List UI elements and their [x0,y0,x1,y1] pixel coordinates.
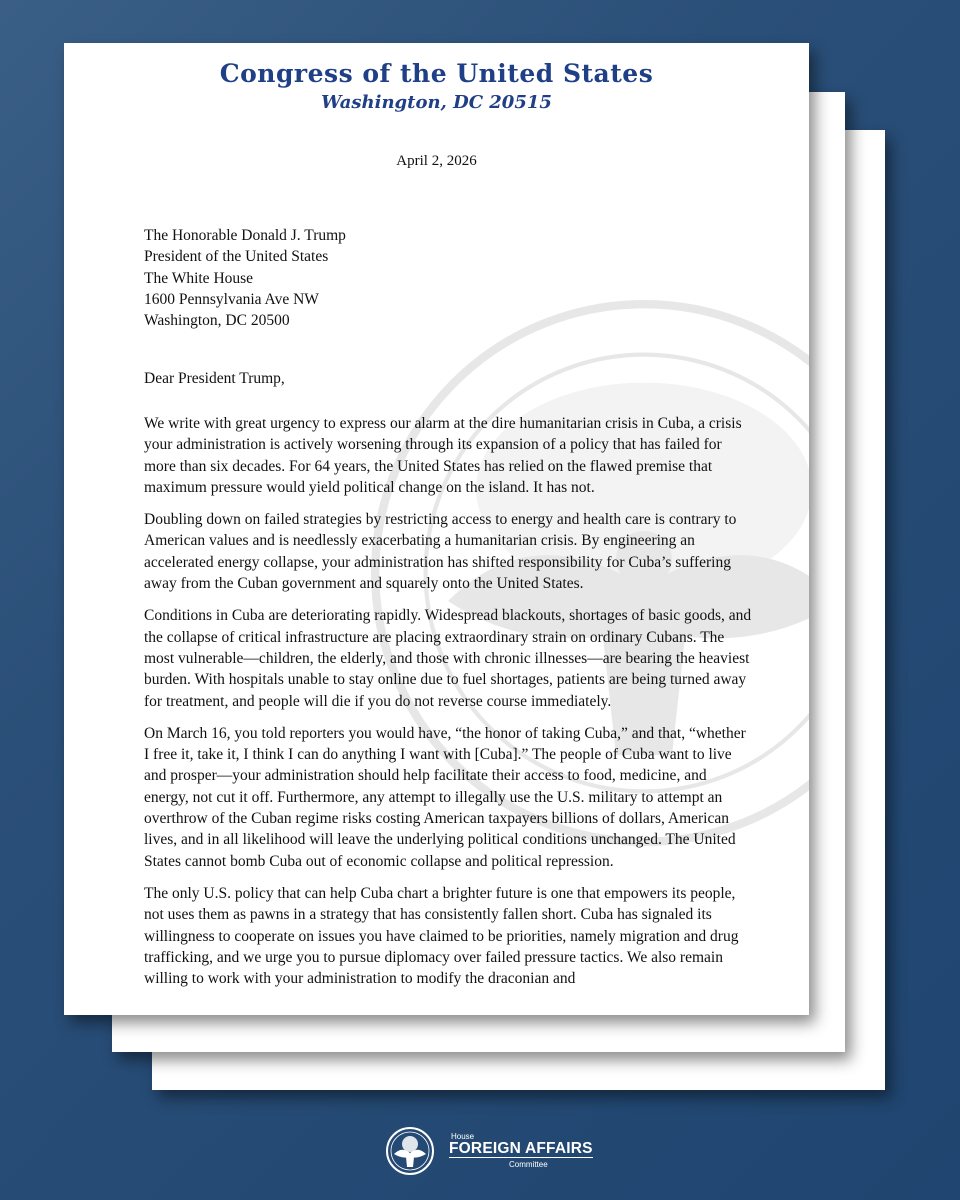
body-paragraph: Conditions in Cuba are deteriorating rapidly. Widespread blackouts, shortages of basic goods, and the collapse of critical infrastructure are placing extraordinary strain on ordinary Cubans. The most vulnerable—children, the elderly, and those with chronic illnesses—are bearing the heaviest burden. With hospitals unable to stay online due to fuel shortages, patients are being turned away for treatment, and people will die if you do not reverse course immediately. [144,607,752,710]
recipient-address [144,225,754,331]
salutation: Dear President Trump, [144,370,285,387]
letterhead-title: Congress of the United States [219,59,654,88]
address-line: The Honorable Donald J. Trump [144,227,346,244]
eagle-seal-icon [385,1126,435,1176]
address-line: 1600 Pennsylvania Ave NW [144,290,319,308]
address-line: President of the United States [144,248,329,266]
committee-logo [385,1126,593,1178]
org-house-label: House [451,1132,475,1141]
letter-page [64,43,809,1015]
body-paragraph: We write with great urgency to express our alarm at the dire humanitarian crisis in Cuba, a crisis your administration is actively worsening through its expansion of a policy that has failed for more than six decades. For 64 years, the United States has relied on the flawed premise that maximum pressure would yield political change on the island. It has not. [144,415,742,496]
letter-body [144,413,754,1000]
letter-date: April 2, 2026 [396,153,477,169]
body-paragraph: Doubling down on failed strategies by restricting access to energy and health care is contrary to American values and is needlessly exacerbating a humanitarian crisis. By engineering an accelerated energy collapse, your administration has shifted responsibility for Cuba’s suffering away from the Cuban government and squarely onto the United States. [144,511,737,593]
address-line: Washington, DC 20500 [144,312,290,330]
address-line: The White House [144,269,254,287]
letterhead [64,59,809,115]
body-paragraph: The only U.S. policy that can help Cuba chart a brighter future is one that empowers its people, not uses them as pawns in a strategy that has consistently fallen short. Cuba has signaled its willingness to cooperate on issues you have claimed to be priorities, namely migration and drug trafficking, and we urge you to pursue diplomacy over failed pressure tactics. We also remain willing to work with your administration to modify the draconian and [144,884,739,988]
body-paragraph: On March 16, you told reporters you would have, “the honor of taking Cuba,” and that, “whether I free it, take it, I think I can do anything I want with [Cuba].” The people of Cuba want to live and prosper—your administration should help facilitate their access to food, medicine, and energy, not cut it off. Furthermore, any attempt to illegally use the U.S. military to attempt an overthrow of the Cuban regime risks costing American taxpayers billions of dollars, American lives, and in all likelihood will leave the underlying political conditions unchanged. The United States cannot bomb Cuba out of economic collapse and political repression. [144,724,746,870]
letterhead-subtitle: Washington, DC 20515 [321,92,552,113]
org-name: FOREIGN AFFAIRS [449,1140,593,1157]
org-committee-label: Committee [509,1160,548,1169]
